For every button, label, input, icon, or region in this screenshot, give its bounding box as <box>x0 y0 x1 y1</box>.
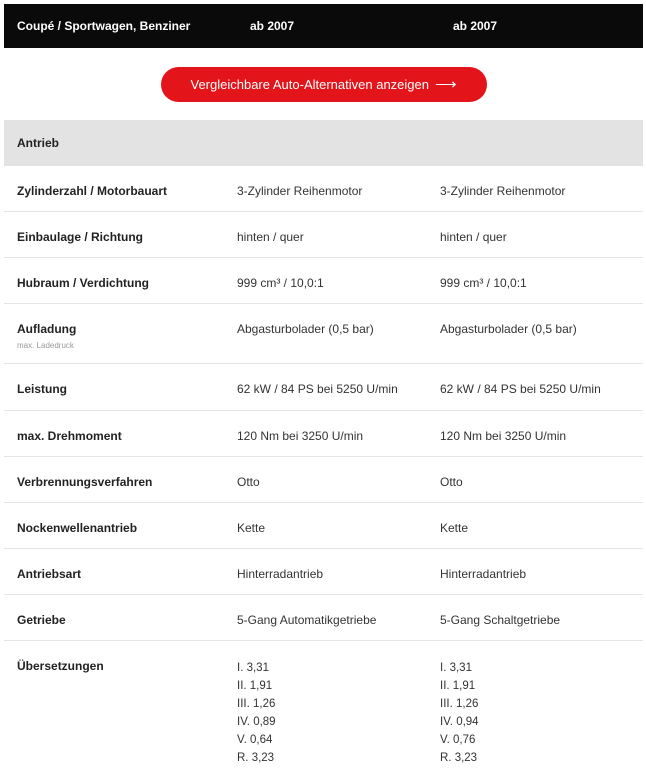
row-value-1: 5-Gang Automatikgetriebe <box>237 613 377 627</box>
row-value-2: Hinterradantrieb <box>440 567 527 581</box>
table-header <box>4 4 643 48</box>
row-sublabel: max. Ladedruck <box>17 341 74 350</box>
header-model-1: ab 2007 <box>250 19 295 33</box>
row-value-1: 120 Nm bei 3250 U/min <box>237 429 364 443</box>
row-value-1: 999 cm³ / 10,0:1 <box>237 276 324 290</box>
section-header-antrieb: Antrieb <box>4 120 643 166</box>
row-value-2: Abgasturbolader (0,5 bar) <box>440 322 577 336</box>
table-row <box>4 258 643 304</box>
gear-ratio: V. 0,76 <box>440 734 476 746</box>
gear-ratio: II. 1,91 <box>237 680 273 692</box>
row-label: Getriebe <box>17 613 66 627</box>
table-row <box>4 503 643 549</box>
table-row <box>4 595 643 641</box>
row-value-2: Kette <box>440 521 469 535</box>
header-model-2: ab 2007 <box>453 19 498 33</box>
cta-container <box>4 48 643 120</box>
row-value-1: Kette <box>237 521 266 535</box>
row-label: Nockenwellenantrieb <box>17 521 138 535</box>
arrow-right-icon: ⟶ <box>434 76 457 93</box>
row-value-2: Otto <box>440 475 463 489</box>
row-value-1: hinten / quer <box>237 230 304 244</box>
row-value-1: 62 kW / 84 PS bei 5250 U/min <box>237 382 398 396</box>
gear-ratio: III. 1,26 <box>237 698 276 710</box>
row-label: Übersetzungen <box>17 659 104 673</box>
row-label: max. Drehmoment <box>17 429 122 443</box>
gear-ratio: II. 1,91 <box>440 680 476 692</box>
gear-ratio: IV. 0,89 <box>237 716 276 728</box>
row-value-1: Hinterradantrieb <box>237 567 324 581</box>
table-row <box>4 212 643 258</box>
gear-ratio: III. 1,26 <box>440 698 479 710</box>
row-label: Verbrennungsverfahren <box>17 475 153 489</box>
gear-ratios-2 <box>440 641 630 781</box>
row-label: Zylinderzahl / Motorbauart <box>17 184 168 198</box>
gear-ratio: V. 0,64 <box>237 734 273 746</box>
row-value-1: 3-Zylinder Reihenmotor <box>237 184 363 198</box>
row-label-group <box>4 304 237 363</box>
table-row <box>4 166 643 212</box>
row-label: Einbaulage / Richtung <box>17 230 144 244</box>
row-value-2: 120 Nm bei 3250 U/min <box>440 429 567 443</box>
gear-ratio: I. 3,31 <box>237 662 269 674</box>
header-vehicle-type: Coupé / Sportwagen, Benziner <box>17 19 191 33</box>
gear-ratio: R. 3,23 <box>237 752 275 764</box>
row-value-1: Otto <box>237 475 260 489</box>
row-value-2: 5-Gang Schaltgetriebe <box>440 613 561 627</box>
gear-ratio: IV. 0,94 <box>440 716 479 728</box>
row-value-2: 3-Zylinder Reihenmotor <box>440 184 566 198</box>
row-value-2: hinten / quer <box>440 230 507 244</box>
spec-rows <box>4 166 643 781</box>
row-value-2: 999 cm³ / 10,0:1 <box>440 276 527 290</box>
table-row <box>4 549 643 595</box>
row-value-1: Abgasturbolader (0,5 bar) <box>237 322 374 336</box>
gear-ratios-1 <box>237 641 440 781</box>
show-alternatives-button[interactable] <box>161 67 487 102</box>
spec-comparison <box>4 4 643 781</box>
gear-ratio: R. 3,23 <box>440 752 478 764</box>
table-row <box>4 364 643 411</box>
row-value-2: 62 kW / 84 PS bei 5250 U/min <box>440 382 601 396</box>
row-label: Leistung <box>17 382 67 396</box>
table-row <box>4 457 643 503</box>
row-label: Aufladung <box>17 322 77 336</box>
row-label: Hubraum / Verdichtung <box>17 276 150 290</box>
table-row-gear-ratios <box>4 641 643 781</box>
gear-ratio: I. 3,31 <box>440 662 472 674</box>
table-row <box>4 411 643 457</box>
show-alternatives-label: Vergleichbare Auto-Alternativen anzeigen <box>190 76 429 92</box>
row-label: Antriebsart <box>17 567 82 581</box>
table-row <box>4 304 643 364</box>
